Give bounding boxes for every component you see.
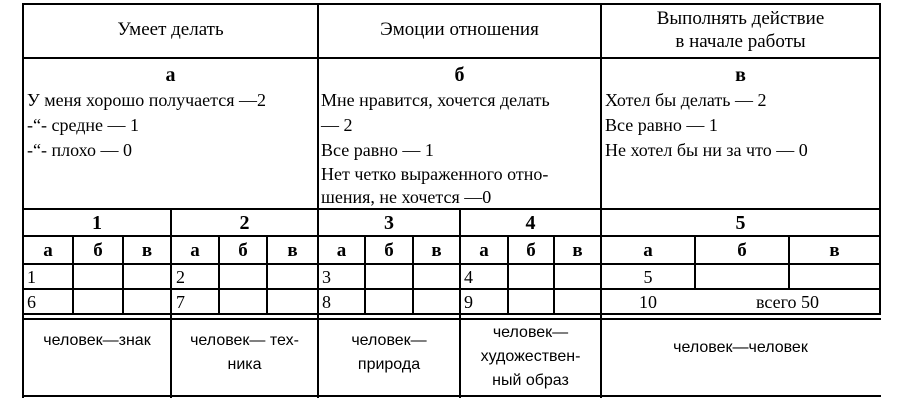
scale-b-line: — 2 bbox=[321, 115, 353, 135]
scale-v-letter: в bbox=[735, 64, 746, 86]
group-number: 1 bbox=[92, 212, 102, 234]
sub-letter: а bbox=[479, 240, 489, 261]
rule-table-bottom bbox=[22, 395, 881, 397]
rule-header-bottom bbox=[22, 57, 881, 59]
type-technics-line1: человек— тех- bbox=[190, 332, 299, 349]
sub-letter: в bbox=[829, 240, 840, 261]
scale-a-line: -“- средне — 1 bbox=[27, 115, 139, 135]
sub-letter: в bbox=[572, 240, 583, 261]
group-number: 5 bbox=[735, 212, 746, 234]
group-number: 2 bbox=[239, 212, 250, 234]
type-sign: человек—знак bbox=[43, 332, 151, 349]
header-emotion: Эмоции отношения bbox=[380, 19, 539, 40]
rule-types-top bbox=[22, 318, 881, 320]
group-number: 4 bbox=[525, 212, 536, 234]
scale-v-line: Не хотел бы ни за что — 0 bbox=[605, 140, 808, 160]
rule-groups-bottom bbox=[22, 235, 881, 237]
scale-a-line: У меня хорошо получается —2 bbox=[27, 90, 266, 110]
type-art-line3: ный образ bbox=[492, 372, 569, 389]
sub-letter: в bbox=[287, 240, 298, 261]
sub-letter: а bbox=[336, 240, 347, 261]
cell-number: 2 bbox=[176, 267, 185, 287]
sub-letter: б bbox=[737, 240, 747, 261]
scale-v-line: Все равно — 1 bbox=[605, 115, 718, 135]
scale-b-line: Мне нравится, хочется делать bbox=[321, 90, 550, 110]
type-human: человек—человек bbox=[673, 339, 808, 356]
cell-number: 7 bbox=[176, 292, 185, 312]
sub-letter: б bbox=[384, 240, 394, 261]
rule-letters-bottom bbox=[22, 263, 881, 265]
cell-number: 9 bbox=[464, 292, 473, 312]
type-technics-line2: ника bbox=[227, 356, 262, 373]
cell-number: 10 bbox=[639, 292, 657, 312]
scale-v-line: Хотел бы делать — 2 bbox=[605, 90, 767, 110]
type-nature-line1: человек— bbox=[351, 332, 427, 349]
scale-b-line: шения, не хочется —0 bbox=[321, 187, 492, 207]
total-label: всего 50 bbox=[755, 292, 820, 312]
scale-b-line: Все равно — 1 bbox=[321, 140, 434, 160]
sub-letter: а bbox=[43, 240, 53, 261]
cell-number: 3 bbox=[322, 267, 331, 287]
header-action-line2: в начале работы bbox=[675, 31, 806, 52]
scale-a-letter: а bbox=[165, 64, 176, 86]
cell-number: 4 bbox=[464, 267, 473, 287]
scale-a-line: -“- плохо — 0 bbox=[27, 140, 132, 160]
sub-letter: а bbox=[643, 240, 653, 261]
cell-number: 6 bbox=[27, 292, 36, 312]
type-art-line1: человек— bbox=[492, 324, 569, 341]
divider-group3-group4 bbox=[459, 208, 461, 398]
rule-row2-bottom bbox=[22, 313, 881, 315]
sub-letter: б bbox=[93, 240, 103, 261]
border-right bbox=[879, 3, 881, 314]
type-art-line2: художествен- bbox=[480, 348, 581, 365]
sub-letter: б bbox=[238, 240, 248, 261]
type-nature-line2: природа bbox=[357, 356, 421, 373]
rule-row1-bottom bbox=[22, 288, 881, 290]
sub-letter: в bbox=[431, 240, 442, 261]
sub-letter: а bbox=[190, 240, 200, 261]
group-number: 3 bbox=[384, 212, 394, 234]
border-top bbox=[22, 3, 881, 5]
cell-number: 1 bbox=[27, 267, 36, 287]
sub-letter: б bbox=[526, 240, 536, 261]
cell-number: 8 bbox=[322, 292, 331, 312]
cell-number: 5 bbox=[643, 267, 653, 287]
rule-scales-bottom bbox=[22, 208, 881, 210]
header-action-line1: Выполнять действие bbox=[656, 8, 825, 29]
sub-letter: в bbox=[141, 240, 153, 261]
scale-b-line: Нет четко выраженного отно- bbox=[321, 164, 549, 184]
header-skill: Умеет делать bbox=[117, 19, 224, 40]
scale-b-letter: б bbox=[454, 64, 465, 86]
